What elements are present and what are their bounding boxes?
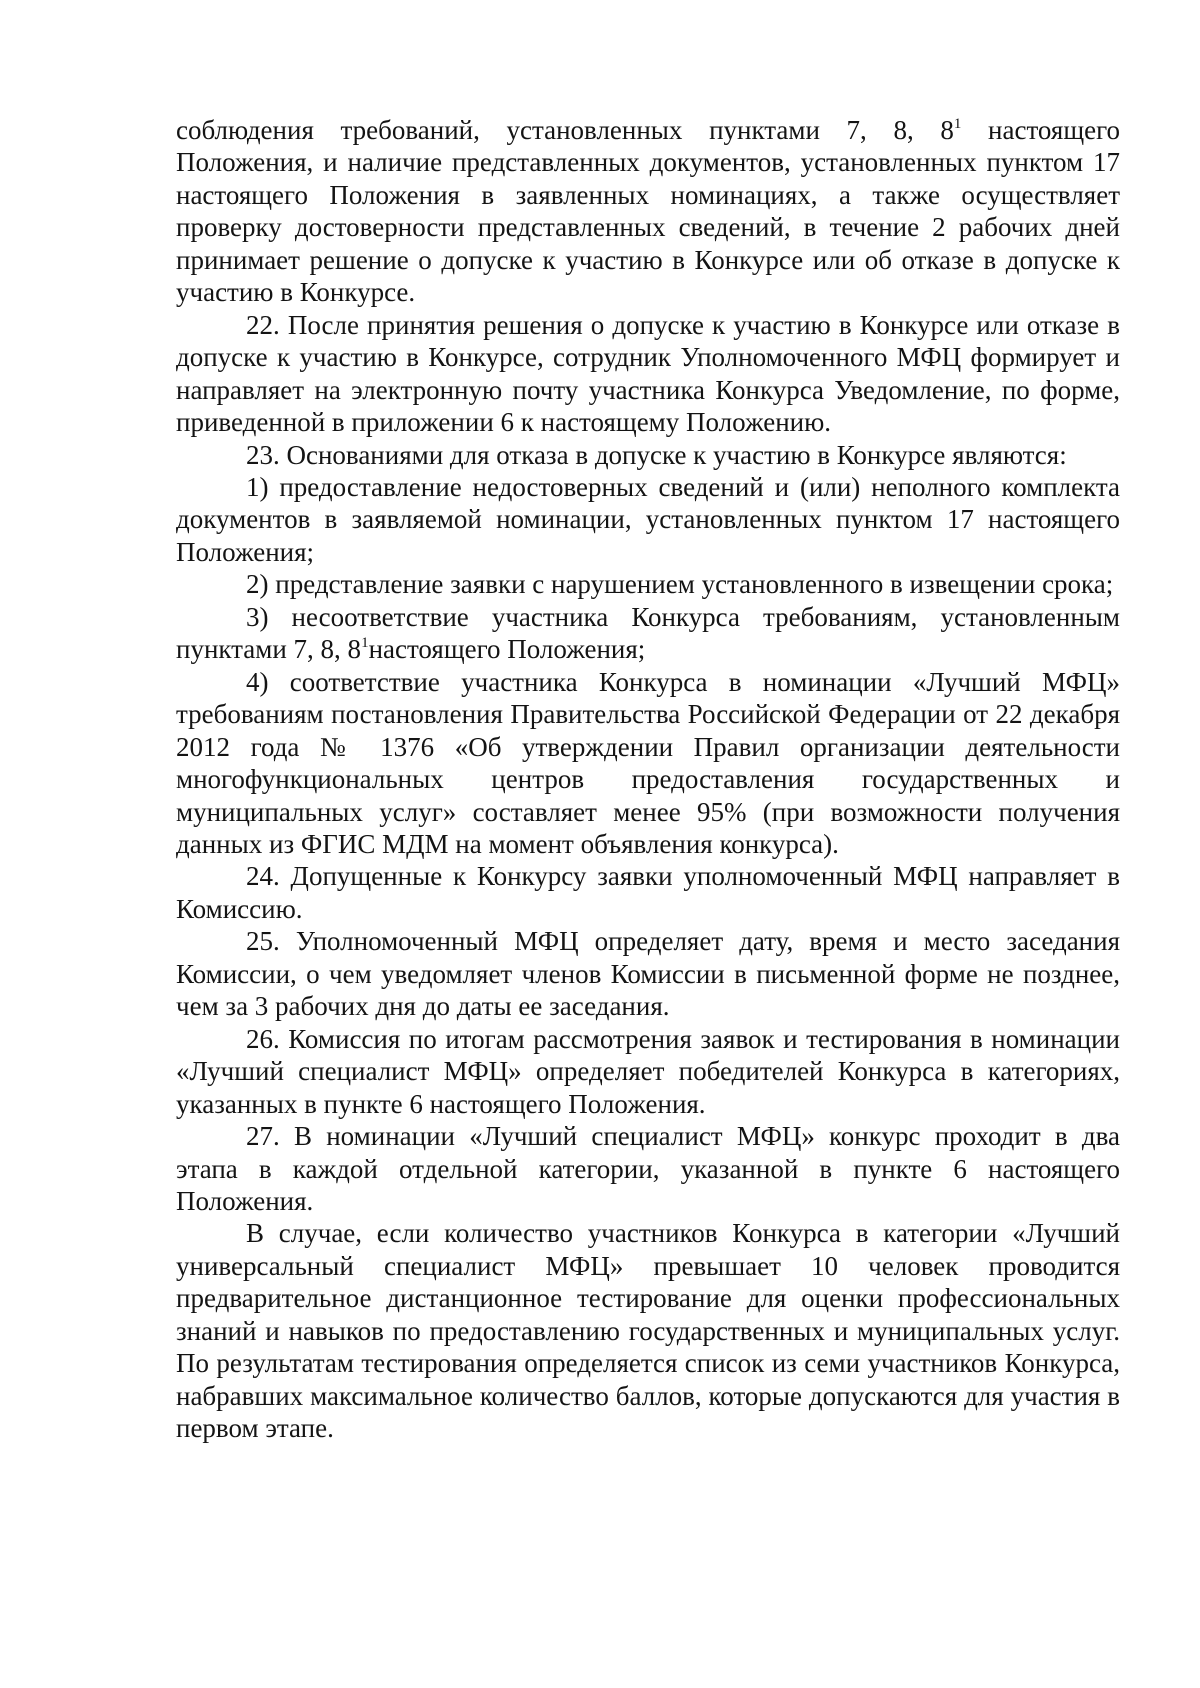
text-segment: 3) несоответствие участника Конкурса требованиям, установленным пунктами 7, 8, 8	[176, 601, 1120, 665]
superscript: 1	[953, 116, 962, 132]
list-item-23-3	[176, 601, 1120, 666]
text-segment: настоящего Положения, и наличие представленных документов, установленных пунктом 17 настоящего Положения в заявленных номинациях, а также осуществляет проверку достоверности представленных сведений, в течение 2 рабочих дней принимает решение о допуске к участию в Конкурсе или об отказе в допуске к участию в Конкурсе.	[176, 115, 1120, 308]
paragraph-25: 25. Уполномоченный МФЦ определяет дату, время и место заседания Комиссии, о чем уведомляет членов Комиссии в письменной форме не позднее, чем за 3 рабочих дня до даты ее заседания.	[176, 926, 1120, 1022]
list-item-23-1: 1) предоставление недостоверных сведений и (или) неполного комплекта документов в заявляемой номинации, установленных пунктом 17 настоящего Положения;	[176, 471, 1120, 567]
paragraph-22: 22. После принятия решения о допуске к участию в Конкурсе или отказе в допуске к участию в Конкурсе, сотрудник Уполномоченного МФЦ формирует и направляет на электронную почту участника Конкурса Уведомление, по форме, приведенной в приложении 6 к настоящему Положению.	[176, 309, 1120, 438]
list-item-23-4: 4) соответствие участника Конкурса в номинации «Лучший МФЦ» требованиям постановления Правительства Российской Федерации от 22 декабря 2012 года № 1376 «Об утверждении Правил организации деятельности многофункциональных центров предоставления государственных и муниципальных услуг» составляет менее 95% (при возможности получения данных из ФГИС МДМ на момент объявления конкурса).	[176, 666, 1120, 859]
paragraph-24: 24. Допущенные к Конкурсу заявки уполномоченный МФЦ направляет в Комиссию.	[176, 861, 1120, 924]
paragraph-26: 26. Комиссия по итогам рассмотрения заявок и тестирования в номинации «Лучший специалист МФЦ» определяет победителей Конкурса в категориях, указанных в пункте 6 настоящего Положения.	[176, 1023, 1120, 1119]
paragraph-27-continuation: В случае, если количество участников Конкурса в категории «Лучший универсальный специалист МФЦ» превышает 10 человек проводится предварительное дистанционное тестирование для оценки профессиональных знаний и навыков по предоставлению государственных и муниципальных услуг. По результатам тестирования определяется список из семи участников Конкурса, набравших максимальное количество баллов, которые допускаются для участия в первом этапе.	[176, 1218, 1120, 1444]
text-segment: соблюдения требований, установленных пунктами 7, 8, 8	[176, 115, 954, 145]
paragraph-23: 23. Основаниями для отказа в допуске к участию в Конкурсе являются:	[246, 439, 1067, 470]
paragraph-continuation	[176, 114, 1120, 309]
document-body	[176, 114, 1120, 1445]
paragraph-27: 27. В номинации «Лучший специалист МФЦ» конкурс проходит в два этапа в каждой отдельной категории, указанной в пункте 6 настоящего Положения.	[176, 1121, 1120, 1216]
superscript: 1	[361, 635, 369, 652]
list-item-23-2: 2) представление заявки с нарушением установленного в извещении срока;	[246, 569, 1114, 600]
text-segment: настоящего Положения;	[368, 634, 646, 665]
